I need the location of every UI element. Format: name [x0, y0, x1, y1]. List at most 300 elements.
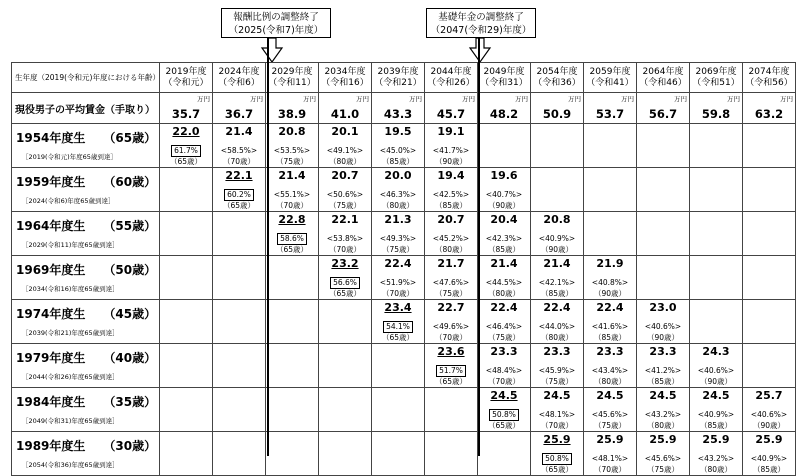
benefit-cell	[372, 300, 425, 344]
cohort-row	[12, 388, 796, 432]
wage-value: 48.2	[489, 107, 519, 121]
benefit-cell	[584, 432, 637, 476]
replacement-rate: <48.4%>	[485, 366, 523, 375]
wage-value: 41.0	[330, 107, 360, 121]
benefit-cell	[372, 124, 425, 168]
cohort-row	[12, 124, 796, 168]
wage-cell	[637, 93, 690, 124]
unit-label: 万円	[568, 95, 581, 103]
empty-cell	[266, 388, 319, 432]
empty-cell	[690, 256, 743, 300]
empty-cell	[213, 344, 266, 388]
era: （令和31）	[480, 77, 528, 88]
empty-cell	[743, 212, 796, 256]
benefit-cell	[478, 168, 531, 212]
benefit-value: 25.9	[543, 433, 571, 446]
age-at-year: （70歳）	[593, 465, 627, 474]
benefit-value: 23.0	[649, 301, 677, 314]
callout-basic-end	[426, 8, 536, 38]
benefit-value: 21.9	[596, 257, 624, 270]
cohort-name: 1979年度生	[16, 351, 86, 365]
empty-cell	[266, 256, 319, 300]
replacement-rate: <40.9%>	[750, 454, 788, 463]
age-at-year: （80歳）	[328, 157, 362, 166]
wage-value: 53.7	[595, 107, 625, 121]
empty-cell	[319, 432, 372, 476]
cohort-label	[12, 124, 160, 168]
replacement-rate: <41.7%>	[432, 146, 470, 155]
benefit-value: 20.1	[331, 125, 359, 138]
cohort-name: 1984年度生	[16, 395, 86, 409]
replacement-rate: <45.0%>	[379, 146, 417, 155]
age-at-year: （85歳）	[752, 465, 786, 474]
benefit-cell	[319, 212, 372, 256]
benefit-value: 25.9	[649, 433, 677, 446]
benefit-cell	[213, 124, 266, 168]
year-header	[531, 63, 584, 93]
age-at-year: （80歳）	[699, 465, 733, 474]
benefit-cell	[743, 388, 796, 432]
year: 2049年度	[483, 66, 525, 77]
benefit-value: 22.4	[490, 301, 518, 314]
year: 2054年度	[536, 66, 578, 77]
benefit-cell	[160, 124, 213, 168]
benefit-value: 21.3	[384, 213, 412, 226]
age-at-year: （80歳）	[540, 333, 574, 342]
cohort-age: （55歳）	[103, 219, 157, 233]
unit-label: 万円	[250, 95, 263, 103]
unit-label: 万円	[356, 95, 369, 103]
age-at-year: （75歳）	[593, 421, 627, 430]
age-at-year: （85歳）	[381, 157, 415, 166]
cohort-row	[12, 344, 796, 388]
replacement-rate: <40.7%>	[485, 190, 523, 199]
benefit-value: 22.8	[278, 213, 306, 226]
empty-cell	[531, 168, 584, 212]
empty-cell	[584, 212, 637, 256]
empty-cell	[160, 344, 213, 388]
age-at-year: （80歳）	[487, 289, 521, 298]
age-at-year: （80歳）	[593, 377, 627, 386]
benefit-value: 23.3	[596, 345, 624, 358]
cohort-note: ［2049(令和31)年度65歳到達］	[22, 417, 119, 425]
year: 2064年度	[642, 66, 684, 77]
age-at-year: （90歳）	[593, 289, 627, 298]
benefit-cell	[690, 388, 743, 432]
wage-value: 36.7	[224, 107, 254, 121]
wage-cell	[160, 93, 213, 124]
replacement-rate: <45.2%>	[432, 234, 470, 243]
era: （令和21）	[374, 77, 422, 88]
adjustment-end-line-2047	[478, 38, 480, 456]
callout-proportional-end	[221, 8, 331, 38]
benefit-cell	[478, 256, 531, 300]
era: （令和36）	[533, 77, 581, 88]
age-at-year: （75歳）	[275, 157, 309, 166]
benefit-cell	[584, 300, 637, 344]
wage-value: 35.7	[171, 107, 201, 121]
cohort-row	[12, 212, 796, 256]
year: 2069年度	[695, 66, 737, 77]
unit-label: 万円	[515, 95, 528, 103]
benefit-cell	[637, 300, 690, 344]
age-at-year: （75歳）	[381, 245, 415, 254]
age-at-year: （85歳）	[434, 201, 468, 210]
benefit-value: 23.4	[384, 301, 412, 314]
wage-row	[12, 93, 796, 124]
cohort-name: 1959年度生	[16, 175, 86, 189]
empty-cell	[160, 168, 213, 212]
replacement-rate: <49.1%>	[326, 146, 364, 155]
empty-cell	[372, 432, 425, 476]
empty-cell	[743, 300, 796, 344]
benefit-cell	[213, 168, 266, 212]
replacement-rate: <44.0%>	[538, 322, 576, 331]
unit-label: 万円	[621, 95, 634, 103]
year-header	[266, 63, 319, 93]
replacement-rate: <49.6%>	[432, 322, 470, 331]
benefit-cell	[425, 212, 478, 256]
benefit-cell	[425, 256, 478, 300]
benefit-value: 24.5	[702, 389, 730, 402]
replacement-rate: <42.5%>	[432, 190, 470, 199]
replacement-rate: 50.8%	[489, 409, 519, 421]
benefit-value: 20.4	[490, 213, 518, 226]
age-at-year: （70歳）	[487, 377, 521, 386]
wage-cell	[584, 93, 637, 124]
benefit-value: 21.4	[278, 169, 306, 182]
age-at-year: （80歳）	[381, 201, 415, 210]
benefit-cell	[425, 168, 478, 212]
cohort-row	[12, 168, 796, 212]
replacement-rate: <45.9%>	[538, 366, 576, 375]
cohort-row	[12, 300, 796, 344]
benefit-cell	[743, 432, 796, 476]
replacement-rate: <40.8%>	[591, 278, 629, 287]
benefit-cell	[266, 124, 319, 168]
benefit-value: 25.9	[596, 433, 624, 446]
cohort-name: 1964年度生	[16, 219, 86, 233]
year-header	[319, 63, 372, 93]
benefit-cell	[319, 168, 372, 212]
callout-line2: （2025(令和7)年度）	[228, 25, 324, 36]
wage-cell	[372, 93, 425, 124]
age-at-year: （85歳）	[699, 421, 733, 430]
cohort-label	[12, 432, 160, 476]
cohort-name: 1969年度生	[16, 263, 86, 277]
benefit-cell	[478, 388, 531, 432]
benefit-value: 24.5	[596, 389, 624, 402]
benefit-cell	[531, 212, 584, 256]
age-at-year: （70歳）	[434, 333, 468, 342]
empty-cell	[213, 388, 266, 432]
benefit-cell	[425, 124, 478, 168]
cohort-name: 1989年度生	[16, 439, 86, 453]
benefit-value: 19.5	[384, 125, 412, 138]
pension-replacement-table	[11, 62, 796, 476]
year: 2034年度	[324, 66, 366, 77]
benefit-cell	[478, 212, 531, 256]
age-at-year: （70歳）	[275, 201, 309, 210]
empty-cell	[743, 168, 796, 212]
year: 2024年度	[218, 66, 260, 77]
replacement-rate: <41.6%>	[591, 322, 629, 331]
benefit-value: 20.7	[437, 213, 465, 226]
benefit-value: 21.4	[225, 125, 253, 138]
year: 2059年度	[589, 66, 631, 77]
benefit-cell	[372, 168, 425, 212]
replacement-rate: <50.6%>	[326, 190, 364, 199]
benefit-cell	[478, 300, 531, 344]
header-row	[12, 63, 796, 93]
age-at-year: （65歳）	[381, 333, 415, 342]
benefit-cell	[266, 212, 319, 256]
benefit-cell	[584, 344, 637, 388]
cohort-name: 1974年度生	[16, 307, 86, 321]
wage-value: 63.2	[754, 107, 784, 121]
benefit-cell	[531, 344, 584, 388]
benefit-value: 24.5	[543, 389, 571, 402]
wage-value: 56.7	[648, 107, 678, 121]
cohort-age: （65歳）	[103, 131, 157, 145]
replacement-rate: 50.8%	[542, 453, 572, 465]
benefit-value: 22.4	[543, 301, 571, 314]
replacement-rate: <40.6%>	[697, 366, 735, 375]
age-at-year: （65歳）	[222, 201, 256, 210]
empty-cell	[743, 344, 796, 388]
year-header	[743, 63, 796, 93]
age-at-year: （85歳）	[593, 333, 627, 342]
era: （令和元）	[163, 77, 209, 88]
benefit-value: 25.9	[755, 433, 783, 446]
age-at-year: （80歳）	[646, 421, 680, 430]
benefit-cell	[690, 344, 743, 388]
cohort-label	[12, 388, 160, 432]
empty-cell	[266, 432, 319, 476]
age-at-year: （70歳）	[540, 421, 574, 430]
replacement-rate: <42.1%>	[538, 278, 576, 287]
replacement-rate: <46.3%>	[379, 190, 417, 199]
age-at-year: （70歳）	[381, 289, 415, 298]
cohort-name: 1954年度生	[16, 131, 86, 145]
wage-value: 45.7	[436, 107, 466, 121]
benefit-cell	[372, 212, 425, 256]
benefit-value: 22.7	[437, 301, 465, 314]
cohort-note: ［2034(令和16)年度65歳到達］	[22, 285, 119, 293]
cohort-note: ［2029(令和11)年度65歳到達］	[22, 241, 119, 249]
year: 2039年度	[377, 66, 419, 77]
age-at-year: （65歳）	[328, 289, 362, 298]
empty-cell	[160, 300, 213, 344]
cohort-label	[12, 256, 160, 300]
era: （令和46）	[639, 77, 687, 88]
wage-cell	[319, 93, 372, 124]
benefit-value: 22.1	[225, 169, 253, 182]
age-at-year: （85歳）	[487, 245, 521, 254]
year: 2044年度	[430, 66, 472, 77]
replacement-rate: <46.4%>	[485, 322, 523, 331]
replacement-rate: 51.7%	[436, 365, 466, 377]
benefit-value: 23.3	[649, 345, 677, 358]
age-at-year: （90歳）	[540, 245, 574, 254]
empty-cell	[266, 300, 319, 344]
benefit-value: 22.4	[596, 301, 624, 314]
benefit-value: 19.4	[437, 169, 465, 182]
unit-label: 万円	[197, 95, 210, 103]
era: （令和56）	[745, 77, 793, 88]
down-arrow-icon	[468, 38, 492, 64]
benefit-value: 19.1	[437, 125, 465, 138]
empty-cell	[319, 344, 372, 388]
empty-cell	[637, 168, 690, 212]
replacement-rate: <43.4%>	[591, 366, 629, 375]
year-header	[690, 63, 743, 93]
empty-cell	[743, 256, 796, 300]
replacement-rate: <49.3%>	[379, 234, 417, 243]
benefit-cell	[531, 256, 584, 300]
benefit-cell	[372, 256, 425, 300]
empty-cell	[690, 168, 743, 212]
replacement-rate: <45.6%>	[591, 410, 629, 419]
age-at-year: （70歳）	[328, 245, 362, 254]
callout-line1: 報酬比例の調整終了	[233, 12, 319, 23]
year-header	[372, 63, 425, 93]
empty-cell	[743, 124, 796, 168]
wage-cell	[743, 93, 796, 124]
empty-cell	[319, 300, 372, 344]
callout-line1: 基礎年金の調整終了	[438, 12, 524, 23]
age-at-year: （90歳）	[487, 201, 521, 210]
replacement-rate: <48.1%>	[591, 454, 629, 463]
benefit-value: 19.6	[490, 169, 518, 182]
replacement-rate: <40.9%>	[697, 410, 735, 419]
replacement-rate: <48.1%>	[538, 410, 576, 419]
empty-cell	[425, 388, 478, 432]
unit-label: 万円	[303, 95, 316, 103]
benefit-value: 22.1	[331, 213, 359, 226]
wage-cell	[266, 93, 319, 124]
benefit-cell	[425, 344, 478, 388]
empty-cell	[478, 124, 531, 168]
replacement-rate: <53.8%>	[326, 234, 364, 243]
unit-label: 万円	[462, 95, 475, 103]
empty-cell	[372, 388, 425, 432]
benefit-value: 22.0	[172, 125, 200, 138]
benefit-cell	[637, 344, 690, 388]
benefit-value: 24.5	[490, 389, 518, 402]
benefit-value: 25.7	[755, 389, 783, 402]
cohort-note: ［2044(令和26)年度65歳到達］	[22, 373, 119, 381]
age-at-year: （65歳）	[487, 421, 521, 430]
cohort-row	[12, 432, 796, 476]
empty-cell	[637, 124, 690, 168]
replacement-rate: <45.6%>	[644, 454, 682, 463]
wage-cell	[478, 93, 531, 124]
empty-cell	[531, 124, 584, 168]
benefit-value: 23.3	[490, 345, 518, 358]
benefit-cell	[584, 388, 637, 432]
cohort-row	[12, 256, 796, 300]
unit-label: 万円	[727, 95, 740, 103]
benefit-value: 25.9	[702, 433, 730, 446]
replacement-rate: 56.6%	[330, 277, 360, 289]
year-header	[478, 63, 531, 93]
wage-label: 現役男子の平均賃金（手取り）	[12, 93, 160, 124]
replacement-rate: <40.9%>	[538, 234, 576, 243]
empty-cell	[160, 212, 213, 256]
benefit-cell	[637, 432, 690, 476]
replacement-rate: <40.6%>	[750, 410, 788, 419]
wage-cell	[531, 93, 584, 124]
age-at-year: （90歳）	[434, 157, 468, 166]
age-at-year: （75歳）	[434, 289, 468, 298]
wage-value: 43.3	[383, 107, 413, 121]
wage-cell	[425, 93, 478, 124]
benefit-value: 20.7	[331, 169, 359, 182]
replacement-rate: <41.2%>	[644, 366, 682, 375]
era: （令和51）	[692, 77, 740, 88]
unit-label: 万円	[674, 95, 687, 103]
age-at-year: （75歳）	[646, 465, 680, 474]
replacement-rate: 61.7%	[171, 145, 201, 157]
age-at-year: （65歳）	[275, 245, 309, 254]
benefit-value: 24.3	[702, 345, 730, 358]
cohort-label	[12, 168, 160, 212]
benefit-cell	[319, 124, 372, 168]
cohort-label	[12, 212, 160, 256]
cohort-age: （60歳）	[103, 175, 157, 189]
benefit-value: 23.3	[543, 345, 571, 358]
empty-cell	[425, 432, 478, 476]
age-at-year: （80歳）	[434, 245, 468, 254]
cohort-note: ［2039(令和21)年度65歳到達］	[22, 329, 119, 337]
age-at-year: （65歳）	[540, 465, 574, 474]
adjustment-end-line-2025	[267, 38, 269, 456]
replacement-rate: 60.2%	[224, 189, 254, 201]
replacement-rate: 58.6%	[277, 233, 307, 245]
age-at-year: （85歳）	[540, 289, 574, 298]
era: （令和41）	[586, 77, 634, 88]
replacement-rate: <43.2%>	[644, 410, 682, 419]
cohort-age: （30歳）	[103, 439, 157, 453]
empty-cell	[319, 388, 372, 432]
empty-cell	[478, 432, 531, 476]
era: （令和6）	[218, 77, 260, 88]
empty-cell	[372, 344, 425, 388]
benefit-cell	[425, 300, 478, 344]
age-at-year: （75歳）	[540, 377, 574, 386]
benefit-cell	[531, 388, 584, 432]
cohort-age: （45歳）	[103, 307, 157, 321]
benefit-cell	[637, 388, 690, 432]
cohort-label	[12, 300, 160, 344]
benefit-cell	[478, 344, 531, 388]
benefit-cell	[531, 432, 584, 476]
benefit-value: 22.4	[384, 257, 412, 270]
benefit-value: 21.7	[437, 257, 465, 270]
age-at-year: （85歳）	[646, 377, 680, 386]
replacement-rate: <51.9%>	[379, 278, 417, 287]
benefit-value: 20.0	[384, 169, 412, 182]
replacement-rate: <53.5%>	[273, 146, 311, 155]
benefit-value: 23.6	[437, 345, 465, 358]
replacement-rate: <42.3%>	[485, 234, 523, 243]
empty-cell	[584, 168, 637, 212]
benefit-value: 20.8	[543, 213, 571, 226]
replacement-rate: <58.5%>	[220, 146, 258, 155]
empty-cell	[160, 256, 213, 300]
age-at-year: （65歳）	[434, 377, 468, 386]
